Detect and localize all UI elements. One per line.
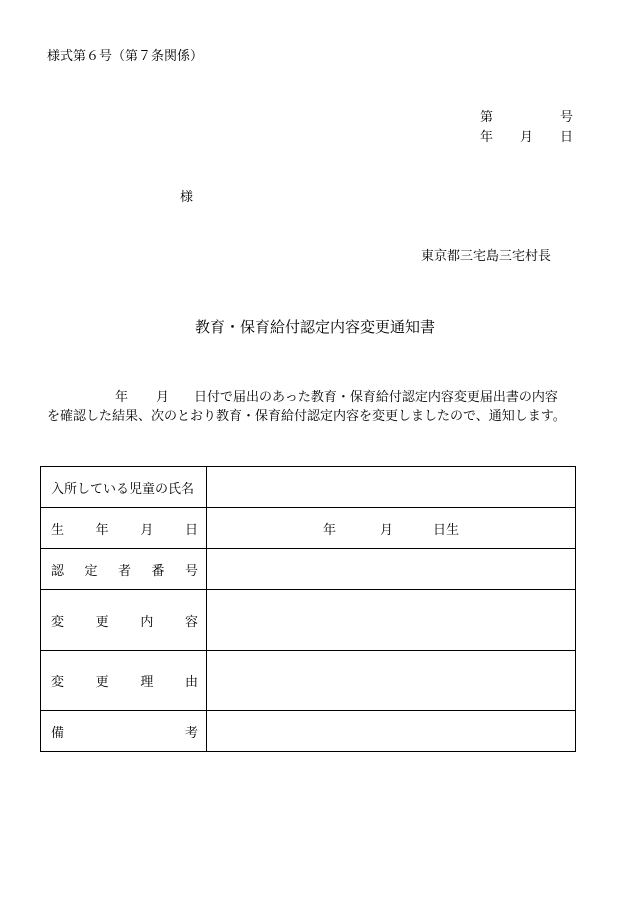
label-change-content [41,590,207,651]
value-certification-number [207,549,576,590]
value-change-content [207,590,576,651]
document-number-prefix: 第 [480,110,494,125]
label-char: 月 [140,522,154,538]
label-change-reason [41,651,207,711]
label-char: 定 [84,563,98,579]
body-month: 月 [156,390,170,405]
label-char: 年 [95,522,109,538]
label-char: 番 [151,563,165,579]
birth-year: 年 [322,522,336,538]
addressee-suffix: 様 [180,190,194,205]
label-char: 理 [140,675,154,690]
body-day-text: 日付で届出のあった教育・保育給付認定内容変更届出書の内容 [194,390,558,405]
body-text-line-1 [115,391,558,404]
label-char: 備 [51,725,65,741]
label-certification-number [41,549,207,590]
value-birthdate [207,508,576,549]
label-birthdate [41,508,207,549]
table-row-child-name [41,467,576,508]
label-char: 認 [51,563,65,579]
issuer-name: 東京都三宅島三宅村長 [421,249,552,264]
table-row-change-content [41,590,576,651]
issue-date-year: 年 [480,130,494,145]
table-row-certification-number [41,549,576,590]
label-char: 者 [117,563,131,579]
label-char: 内 [140,614,154,630]
table-row-birthdate [41,508,576,549]
issue-date-day: 日 [559,130,573,145]
issue-date-month: 月 [519,130,533,145]
document-title: 教育・保育給付認定内容変更通知書 [194,318,435,336]
document-number-suffix: 号 [559,110,573,125]
birth-day: 日生 [432,522,459,538]
issue-date-line [480,131,573,144]
label-char: 変 [51,614,65,630]
value-remarks [207,711,576,752]
label-char: 変 [51,675,65,690]
document-number-line [480,111,573,124]
body-year: 年 [115,390,129,405]
label-char: 日 [184,522,198,538]
label-char: 生 [51,522,65,538]
label-char: 考 [184,725,198,741]
table-row-remarks [41,711,576,752]
label-char: 更 [95,675,109,690]
label-char: 号 [184,563,198,579]
label-char: 更 [95,614,109,630]
body-text-line-2: を確認した結果、次のとおり教育・保育給付認定内容を変更しましたので、通知します。 [47,409,566,424]
label-remarks [41,711,207,752]
birth-month: 月 [379,522,393,538]
value-child-name [207,467,576,508]
label-char: 容 [184,614,198,630]
change-details-table [40,466,576,752]
label-char: 由 [184,675,198,690]
table-row-change-reason [41,651,576,711]
value-change-reason [207,651,576,711]
label-child-name: 入所している児童の氏名 [41,467,207,508]
form-number: 様式第６号（第７条関係） [47,49,204,64]
